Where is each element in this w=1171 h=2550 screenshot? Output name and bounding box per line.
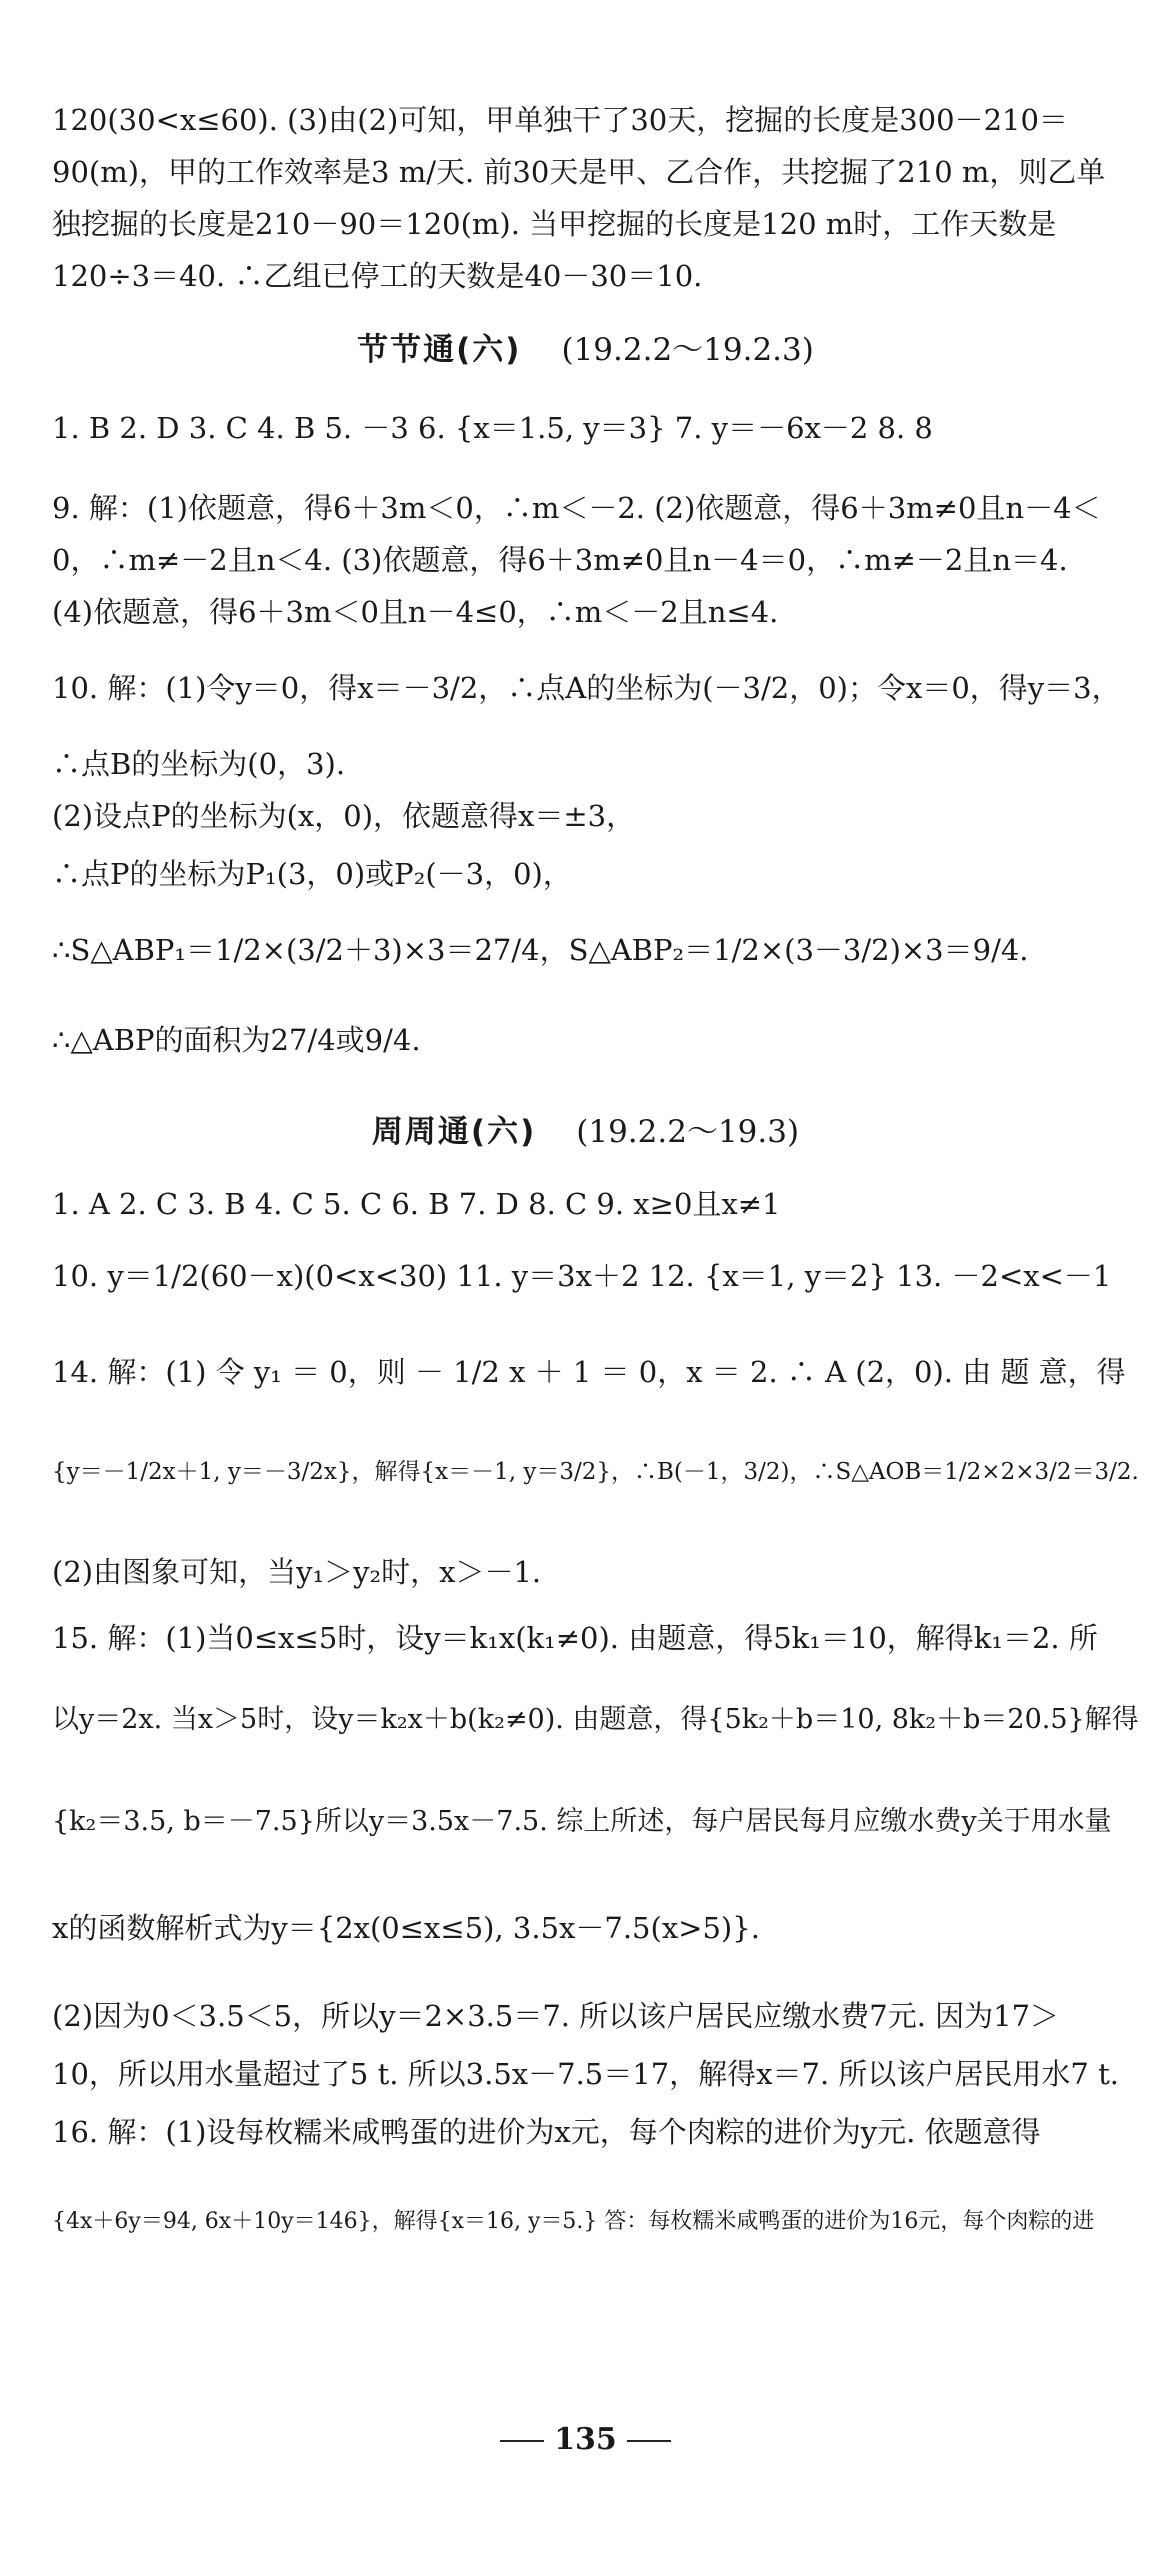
section-heading-range: (19.2.2～19.3) (576, 1114, 800, 1150)
section-heading-zhouzhoutong (0, 1110, 1171, 1154)
text-line: (2)由图象可知，当y₁＞y₂时，x＞－1. (52, 1555, 542, 1589)
text-line: ∴点B的坐标为(0，3). (52, 747, 346, 781)
page-number-dash-left (500, 2440, 544, 2442)
text-line: 120(30<x≤60). (3)由(2)可知，甲单独干了30天，挖掘的长度是300－210＝ (52, 103, 1068, 137)
text-line: 9. 解：(1)依题意，得6＋3m＜0，∴m＜－2. (2)依题意，得6＋3m≠0且n－4＜ (52, 491, 1101, 525)
text-line: x的函数解析式为y＝{2x(0≤x≤5), 3.5x－7.5(x>5)}. (52, 1911, 760, 1945)
text-line: ∴△ABP的面积为27/4或9/4. (52, 1023, 421, 1057)
text-line: {y＝－1/2x＋1, y＝－3/2x}，解得{x＝－1, y＝3/2}，∴B(－1，3/2)，∴S△AOB＝1/2×2×3/2＝3/2. (52, 1459, 1139, 1485)
text-line: {4x＋6y＝94, 6x＋10y＝146}，解得{x＝16, y＝5.} 答：每枚糯米咸鸭蛋的进价为16元，每个肉粽的进 (52, 2209, 1095, 2234)
answer-line: 1. B 2. D 3. C 4. B 5. －3 6. {x＝1.5, y＝3} 7. y＝－6x－2 8. 8 (52, 411, 933, 445)
text-line: (2)因为0＜3.5＜5，所以y＝2×3.5＝7. 所以该户居民应缴水费7元. 因为17＞ (52, 1999, 1060, 2033)
text-line: 10. 解：(1)令y＝0，得x＝－3/2，∴点A的坐标为(－3/2，0)；令x＝0，得y＝3， (52, 671, 1121, 705)
text-line: 10，所以用水量超过了5 t. 所以3.5x－7.5＝17，解得x＝7. 所以该户居民用水7 t. (52, 2057, 1119, 2091)
answer-line: 10. y＝1/2(60－x)(0<x<30) 11. y＝3x＋2 12. {x＝1, y＝2} 13. －2<x<－1 (52, 1259, 1112, 1293)
text-line: 0，∴m≠－2且n＜4. (3)依题意，得6＋3m≠0且n－4＝0，∴m≠－2且n＝4. (52, 543, 1068, 577)
text-line: ∴点P的坐标为P₁(3，0)或P₂(－3，0)， (52, 857, 572, 891)
text-line: (4)依题意，得6＋3m＜0且n－4≤0，∴m＜－2且n≤4. (52, 595, 779, 629)
text-line: 15. 解：(1)当0≤x≤5时，设y＝k₁x(k₁≠0). 由题意，得5k₁＝10，解得k₁＝2. 所 (52, 1621, 1098, 1655)
text-line: (2)设点P的坐标为(x，0)，依题意得x＝±3， (52, 799, 636, 833)
page-number-dash-right (627, 2440, 671, 2442)
text-line: ∴S△ABP₁＝1/2×(3/2＋3)×3＝27/4，S△ABP₂＝1/2×(3－3/2)×3＝9/4. (52, 933, 1029, 967)
text-line: 14. 解：(1) 令 y₁ ＝ 0，则 － 1/2 x ＋ 1 ＝ 0，x ＝ 2. ∴ A (2，0). 由 题 意，得 (52, 1355, 1126, 1389)
page-number-value: 135 (554, 2422, 617, 2457)
section-heading-title: 周周通(六) (371, 1114, 537, 1150)
section-heading-range: (19.2.2～19.2.3) (561, 332, 814, 368)
page-number (0, 2422, 1171, 2457)
text-line: 以y＝2x. 当x＞5时，设y＝k₂x＋b(k₂≠0). 由题意，得{5k₂＋b＝10, 8k₂＋b＝20.5}解得 (52, 1704, 1139, 1735)
text-line: 90(m)，甲的工作效率是3 m/天. 前30天是甲、乙合作，共挖掘了210 m，则乙单 (52, 155, 1106, 189)
text-line: {k₂＝3.5, b＝－7.5}所以y＝3.5x－7.5. 综上所述，每户居民每月应缴水费y关于用水量 (52, 1806, 1112, 1837)
text-line: 120÷3＝40. ∴乙组已停工的天数是40－30＝10. (52, 259, 703, 293)
text-line: 独挖掘的长度是210－90＝120(m). 当甲挖掘的长度是120 m时，工作天数是 (52, 207, 1057, 241)
answer-line: 1. A 2. C 3. B 4. C 5. C 6. B 7. D 8. C 9. x≥0且x≠1 (52, 1187, 781, 1221)
text-line: 16. 解：(1)设每枚糯米咸鸭蛋的进价为x元，每个肉粽的进价为y元. 依题意得 (52, 2115, 1041, 2149)
section-heading-title: 节节通(六) (357, 332, 522, 368)
section-heading-jiejietong (0, 328, 1171, 372)
